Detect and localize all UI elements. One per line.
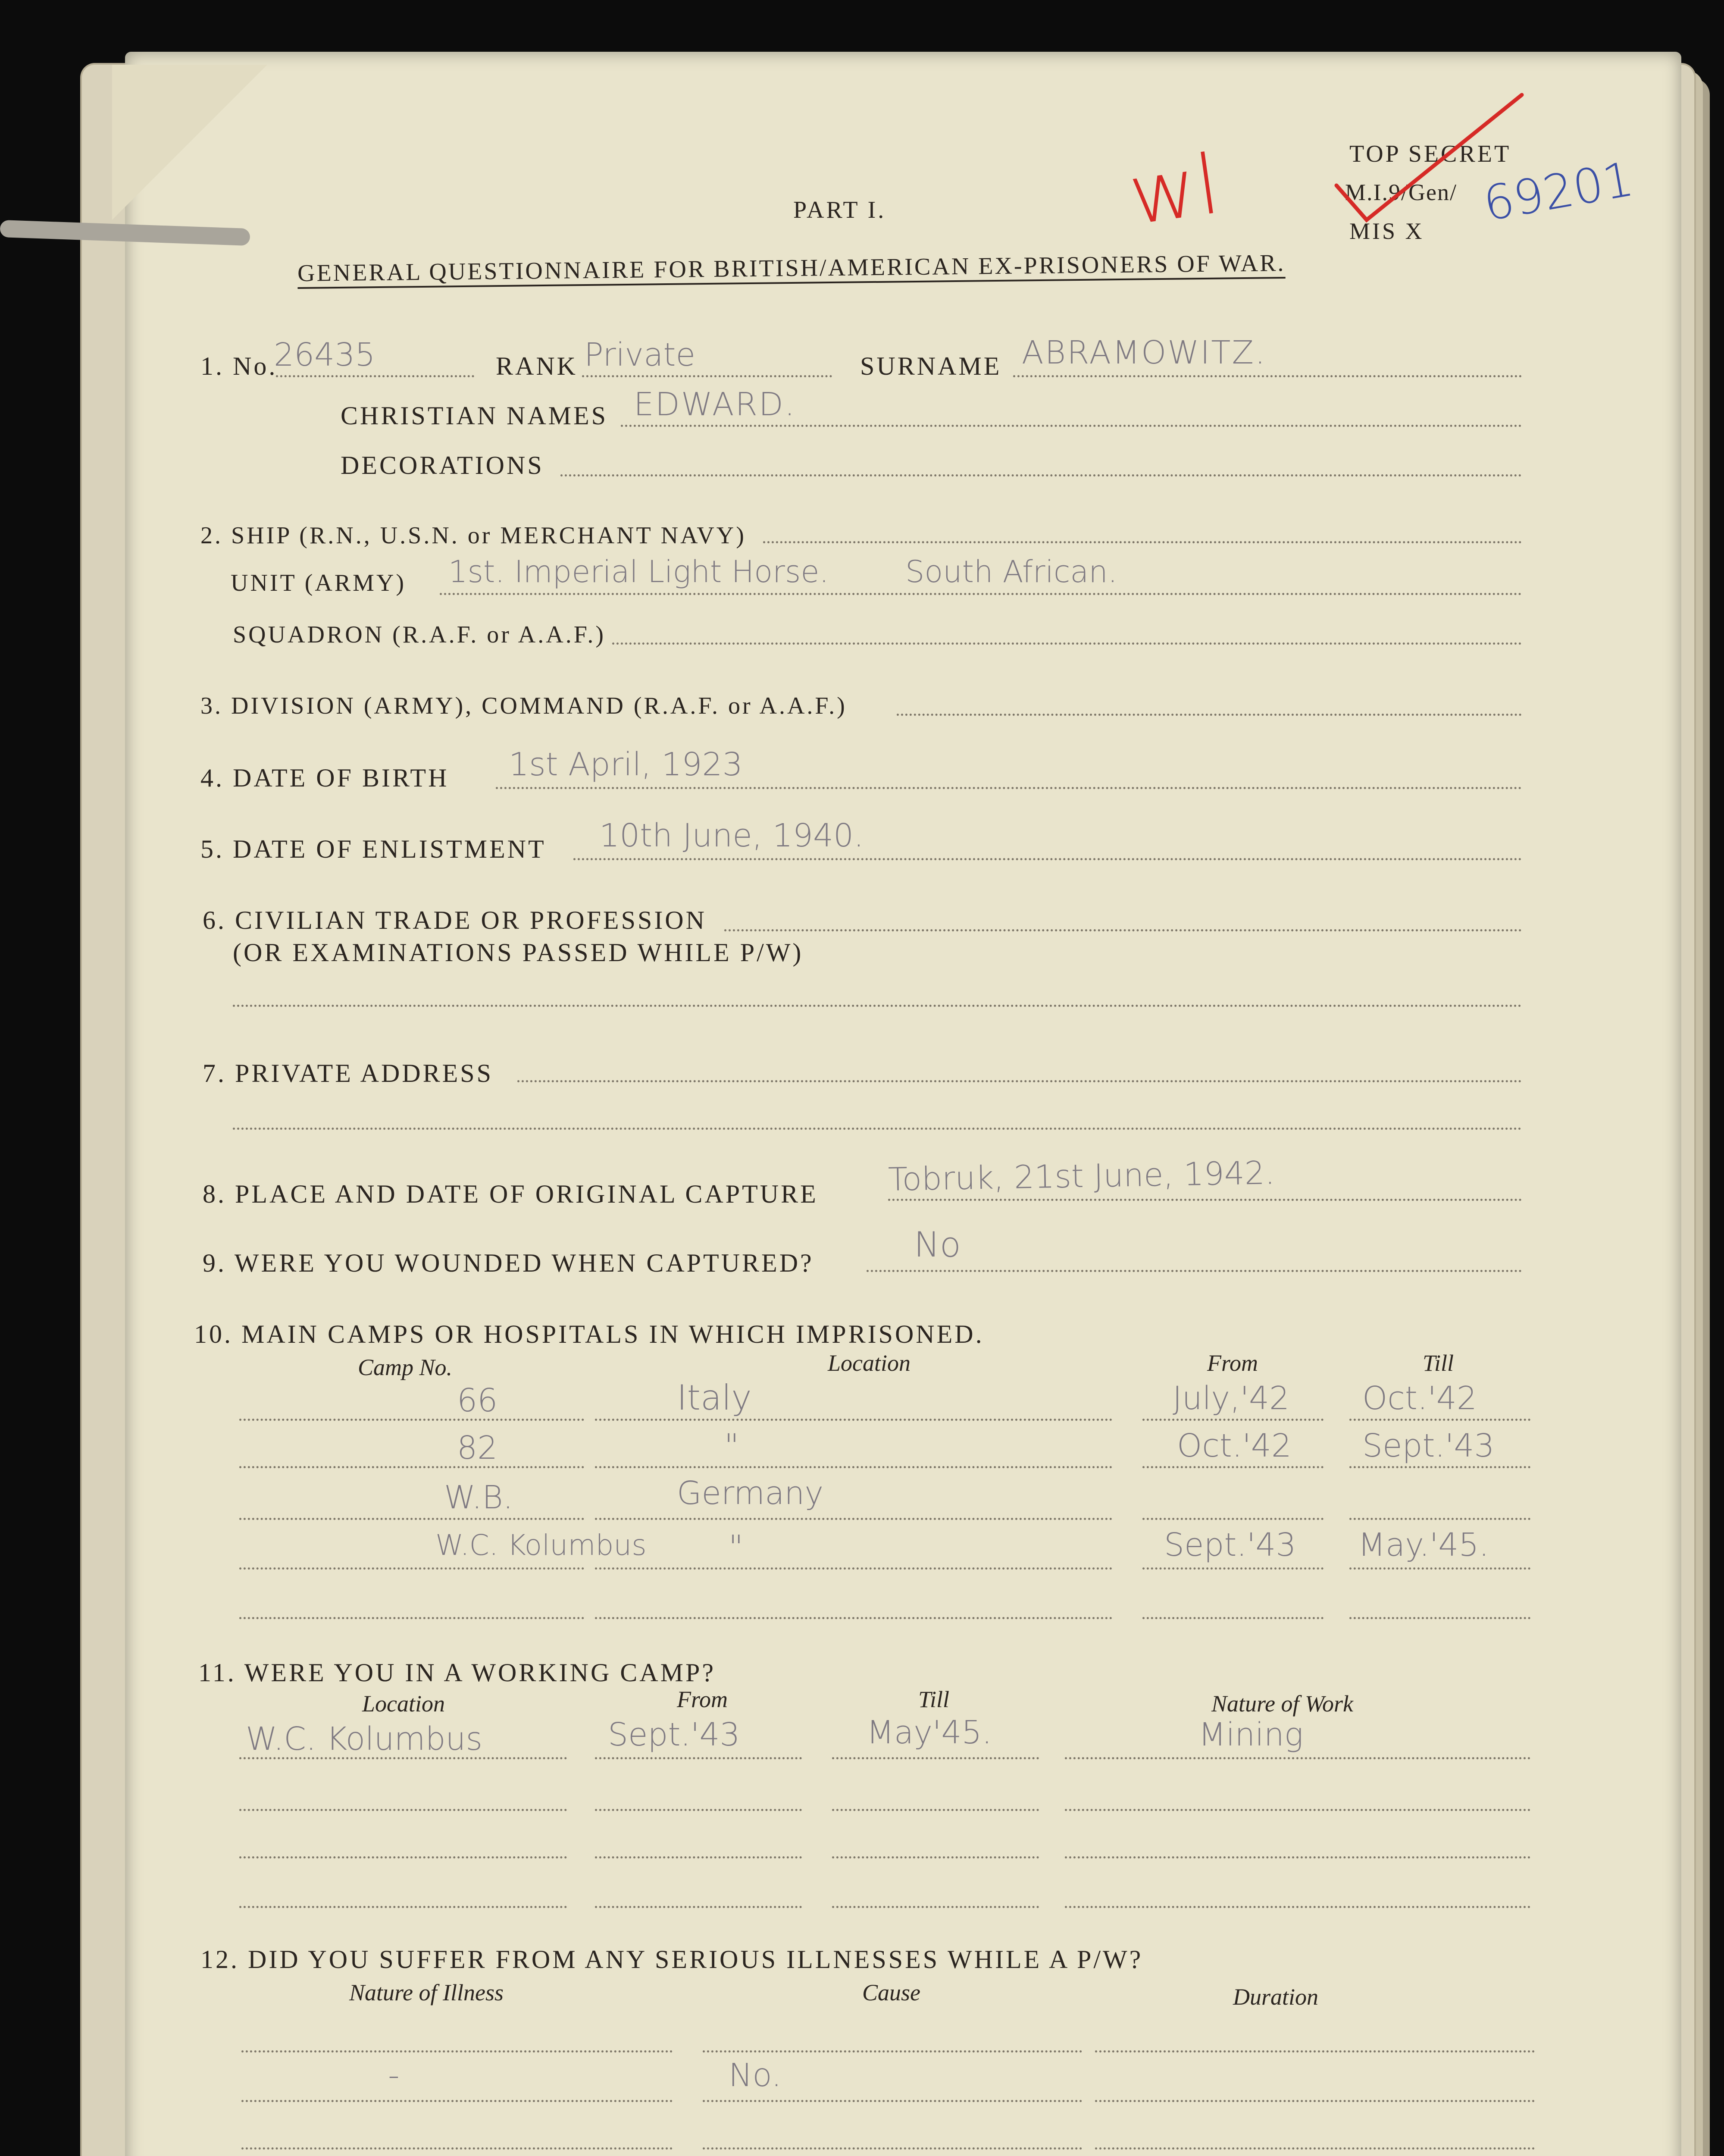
work-header-till: Till (918, 1686, 950, 1712)
enlistment-date-label: 5. DATE OF ENLISTMENT (200, 835, 546, 863)
division-label: 3. DIVISION (ARMY), COMMAND (R.A.F. or A.A.F.) (200, 693, 847, 719)
camps-label: 10. MAIN CAMPS OR HOSPITALS IN WHICH IMPRISONED. (194, 1320, 984, 1348)
red-initials: wl (1123, 136, 1226, 244)
enlistment-date-value: 10th June, 1940. (599, 817, 864, 854)
working-camp-label: 11. WERE YOU IN A WORKING CAMP? (198, 1658, 716, 1687)
surname-label: SURNAME (860, 352, 1002, 380)
part-label: PART I. (793, 197, 886, 223)
camps-header-till: Till (1423, 1350, 1454, 1376)
address-label: 7. PRIVATE ADDRESS (203, 1059, 494, 1087)
reference-number: 69201 (1479, 151, 1638, 232)
camps-header-from: From (1207, 1350, 1258, 1376)
camps-header-camp: Camp No. (358, 1354, 453, 1380)
work-header-location: Location (362, 1691, 445, 1717)
work-header-from: From (677, 1686, 728, 1712)
wounded-value: No (914, 1225, 961, 1265)
squadron-label: SQUADRON (R.A.F. or A.A.F.) (233, 621, 606, 648)
folded-corner (112, 65, 267, 220)
form-title: GENERAL QUESTIONNAIRE FOR BRITISH/AMERICAN EX-PRISONERS OF WAR. (297, 250, 1286, 287)
wounded-label: 9. WERE YOU WOUNDED WHEN CAPTURED? (203, 1249, 814, 1277)
illness-header-duration: Duration (1233, 1984, 1319, 2010)
birth-date-value: 1st April, 1923 (509, 746, 743, 783)
surname-value: ABRAMOWITZ. (1022, 334, 1267, 371)
unit-label: UNIT (ARMY) (231, 570, 407, 596)
office-code: MIS X (1349, 218, 1424, 244)
q1-number-label: 1. No. (200, 352, 278, 380)
unit-value: 1st. Imperial Light Horse. (448, 554, 829, 589)
work-header-nature: Nature of Work (1211, 1691, 1354, 1717)
trade-label-exams: (OR EXAMINATIONS PASSED WHILE P/W) (233, 938, 804, 967)
service-number: 26435 (274, 336, 375, 373)
capture-label: 8. PLACE AND DATE OF ORIGINAL CAPTURE (203, 1180, 818, 1208)
camps-header-location: Location (828, 1350, 911, 1376)
christian-names-value: EDWARD. (634, 386, 796, 423)
decorations-label: DECORATIONS (341, 451, 544, 479)
rank-label: RANK (496, 352, 578, 380)
illness-header-cause: Cause (862, 1980, 920, 2006)
rank-value: Private (584, 336, 695, 373)
red-checkmark-icon (1328, 86, 1530, 229)
illness-label: 12. DID YOU SUFFER FROM ANY SERIOUS ILLNESSES WHILE A P/W? (200, 1945, 1143, 1974)
classification: TOP SECRET (1349, 141, 1511, 167)
birth-date-label: 4. DATE OF BIRTH (200, 764, 449, 792)
ship-label: 2. SHIP (R.N., U.S.N. or MERCHANT NAVY) (200, 522, 746, 549)
reference-code: M.I.9/Gen/ (1345, 179, 1457, 205)
trade-label: 6. CIVILIAN TRADE OR PROFESSION (203, 906, 707, 934)
capture-value: Tobruk, 21st June, 1942. (888, 1154, 1276, 1198)
illness-header-nature: Nature of Illness (349, 1980, 504, 2006)
unit-country-value: South African. (905, 554, 1117, 589)
christian-names-label: CHRISTIAN NAMES (341, 401, 608, 430)
